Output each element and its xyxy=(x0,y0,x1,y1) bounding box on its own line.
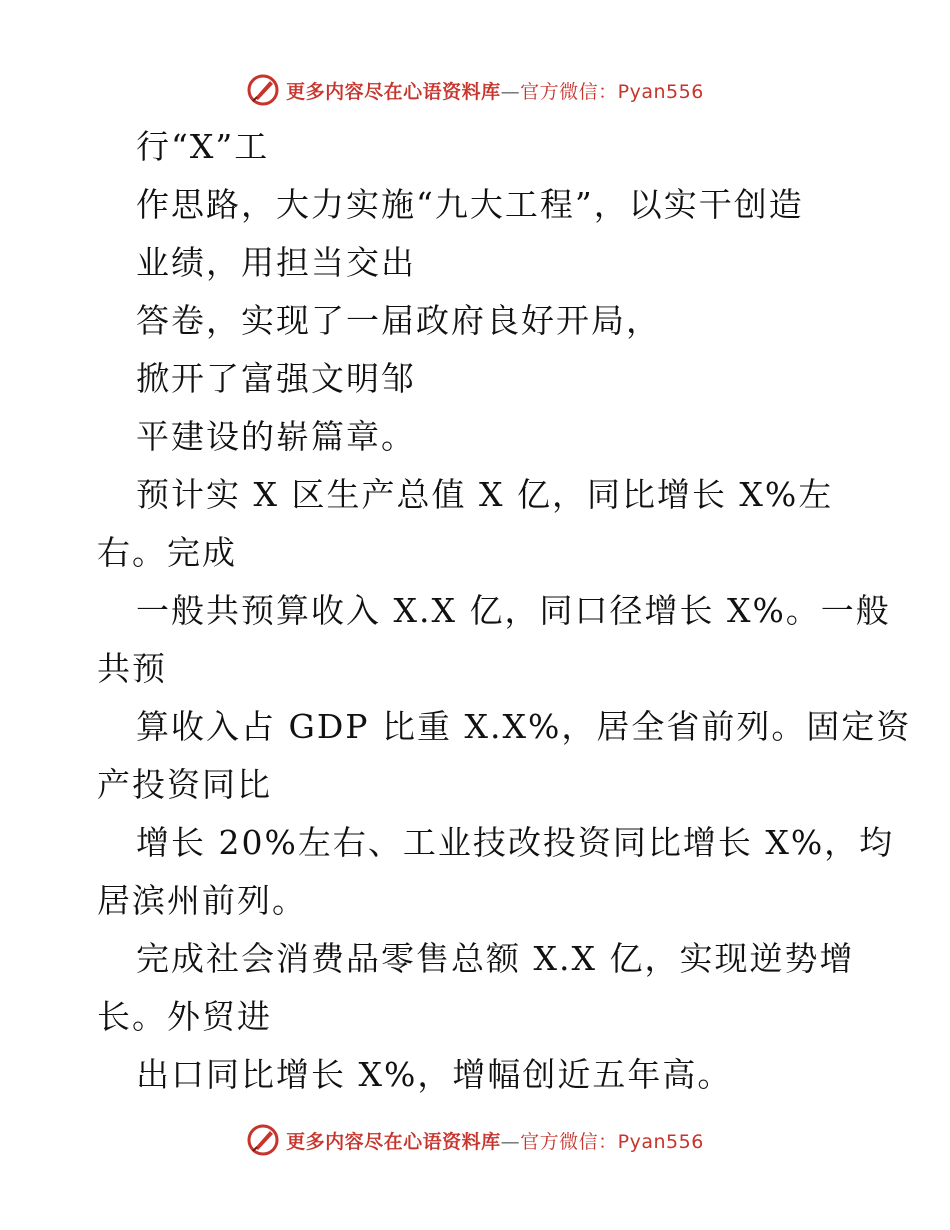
text-line: 业绩，用担当交出 xyxy=(136,243,416,282)
text-line: 右。完成 xyxy=(97,533,237,572)
text-line: 平建设的崭篇章。 xyxy=(136,417,416,456)
text-line: 行“X”工 xyxy=(136,127,270,166)
text-line: 共预 xyxy=(97,649,167,688)
quill-logo-icon xyxy=(246,73,280,107)
text-line: 产投资同比 xyxy=(97,765,272,804)
text-line: 一般共预算收入 X.X 亿，同口径增长 X%。一般 xyxy=(136,591,891,630)
text-line: 完成社会消费品零售总额 X.X 亿，实现逆势增 xyxy=(136,939,855,978)
quill-logo-icon xyxy=(246,1123,280,1157)
text-line: 掀开了富强文明邹 xyxy=(136,359,416,398)
text-line: 算收入占 GDP 比重 X.X%，居全省前列。固定资 xyxy=(136,707,912,746)
watermark-text: 更多内容尽在心语资料库—官方微信：Pyan556 xyxy=(286,80,704,103)
watermark-text: 更多内容尽在心语资料库—官方微信：Pyan556 xyxy=(286,1130,704,1153)
text-line: 增长 20%左右、工业技改投资同比增长 X%，均 xyxy=(136,823,895,862)
text-line: 长。外贸进 xyxy=(97,997,272,1036)
footer-watermark xyxy=(0,1120,950,1160)
text-line: 答卷，实现了一届政府良好开局， xyxy=(136,301,661,340)
text-line: 居滨州前列。 xyxy=(97,881,307,920)
text-line: 作思路，大力实施“九大工程”，以实干创造 xyxy=(136,185,804,224)
text-line: 预计实 X 区生产总值 X 亿，同比增长 X%左 xyxy=(136,475,834,514)
text-line: 出口同比增长 X%，增幅创近五年高。 xyxy=(136,1055,733,1094)
header-watermark xyxy=(0,70,950,110)
